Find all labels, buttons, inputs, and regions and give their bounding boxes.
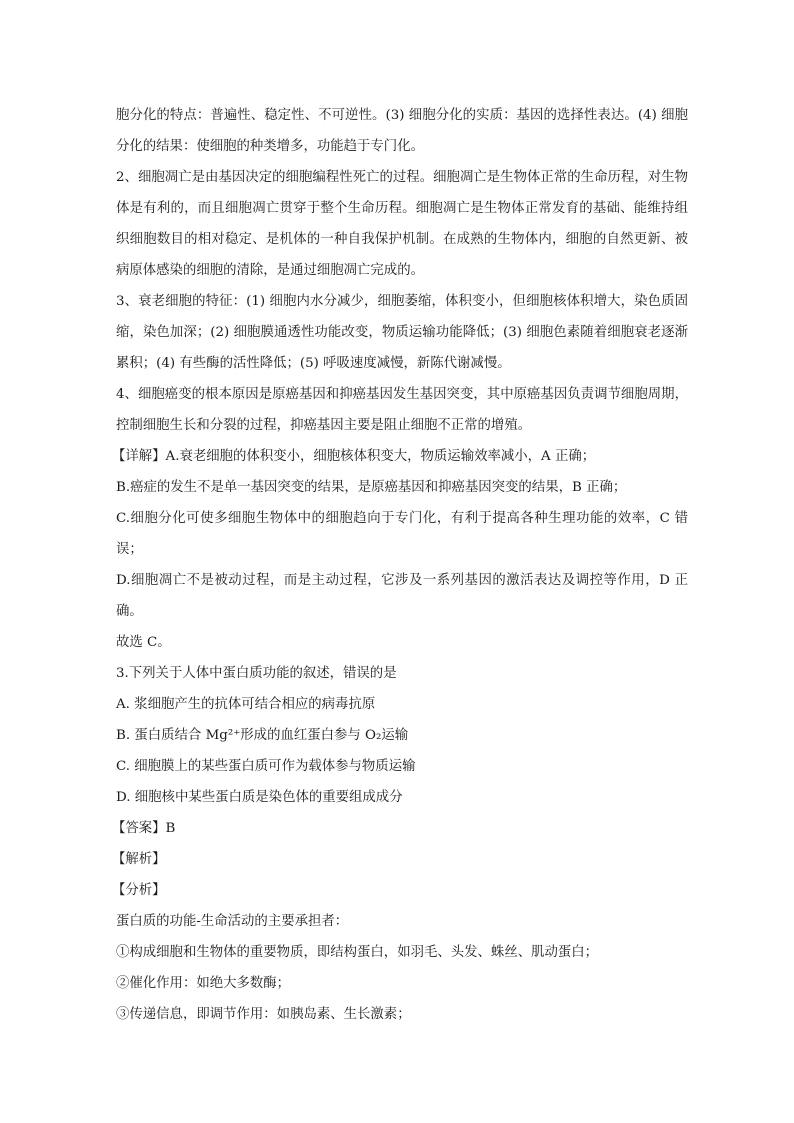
question-3-stem: 3.下列关于人体中蛋白质功能的叙述，错误的是 [116, 666, 397, 681]
detail-option-b: B.癌症的发生不是单一基因突变的结果，是原癌基因和抑癌基因突变的结果，B 正确； [116, 480, 627, 495]
document-body [112, 100, 688, 1030]
analysis-label: 【分析】 [112, 883, 166, 898]
paragraph-apoptosis: 2、细胞凋亡是由基因决定的细胞编程性死亡的过程。细胞凋亡是生物体正常的生命历程，对生物体是有利的，而且细胞凋亡贯穿于整个生命历程。细胞凋亡是生物体正常发育的基础、能维持组织细胞数目的相对稳定、是机体的一种自我保护机制。在成熟的生物体内，细胞的自然更新、被病原体感染的细胞的清除，是通过细胞凋亡完成的。 [116, 170, 688, 278]
question-3-option-d: D. 细胞核中某些蛋白质是染色体的重要组成成分 [116, 790, 403, 805]
paragraph-cancer: 4、细胞癌变的根本原因是原癌基因和抑癌基因发生基因突变，其中原癌基因负责调节细胞周期，控制细胞生长和分裂的过程，抑癌基因主要是阻止细胞不正常的增殖。 [116, 387, 688, 433]
question-3-option-b: B. 蛋白质结合 Mg²⁺形成的血红蛋白参与 O₂运输 [116, 728, 409, 743]
protein-function-item-3: ③传递信息，即调节作用：如胰岛素、生长激素； [116, 1007, 411, 1022]
detail-option-a: 【详解】A.衰老细胞的体积变小，细胞核体积变大，物质运输效率减小，A 正确； [112, 449, 596, 464]
protein-function-item-1: ①构成细胞和生物体的重要物质，即结构蛋白，如羽毛、头发、蛛丝、肌动蛋白； [116, 945, 599, 960]
detail-option-c: C.细胞分化可使多细胞生物体中的细胞趋向于专门化，有利于提高各种生理功能的效率，C 错误； [116, 511, 688, 557]
question-3-option-c: C. 细胞膜上的某些蛋白质可作为载体参与物质运输 [116, 759, 416, 774]
protein-function-heading: 蛋白质的功能-生命活动的主要承担者： [116, 914, 349, 929]
paragraph-cell-differentiation: 胞分化的特点：普遍性、稳定性、不可逆性。(3) 细胞分化的实质：基因的选择性表达。(4) 细胞分化的结果：使细胞的种类增多，功能趋于专门化。 [116, 108, 688, 154]
explanation-label: 【解析】 [112, 852, 166, 867]
answer-label: 【答案】B [112, 821, 176, 836]
paragraph-aging-cells: 3、衰老细胞的特征：(1) 细胞内水分减少，细胞萎缩，体积变小，但细胞核体积增大，染色质固缩，染色加深；(2) 细胞膜通透性功能改变，物质运输功能降低；(3) 细胞色素随着细胞衰老逐渐累积；(4) 有些酶的活性降低；(5) 呼吸速度减慢，新陈代谢减慢。 [116, 294, 688, 371]
selected-answer: 故选 C。 [116, 635, 171, 650]
protein-function-item-2: ②催化作用：如绝大多数酶； [116, 976, 291, 991]
detail-option-d: D.细胞凋亡不是被动过程，而是主动过程，它涉及一系列基因的激活表达及调控等作用，D 正确。 [116, 573, 688, 619]
question-3-option-a: A. 浆细胞产生的抗体可结合相应的病毒抗原 [116, 697, 376, 712]
